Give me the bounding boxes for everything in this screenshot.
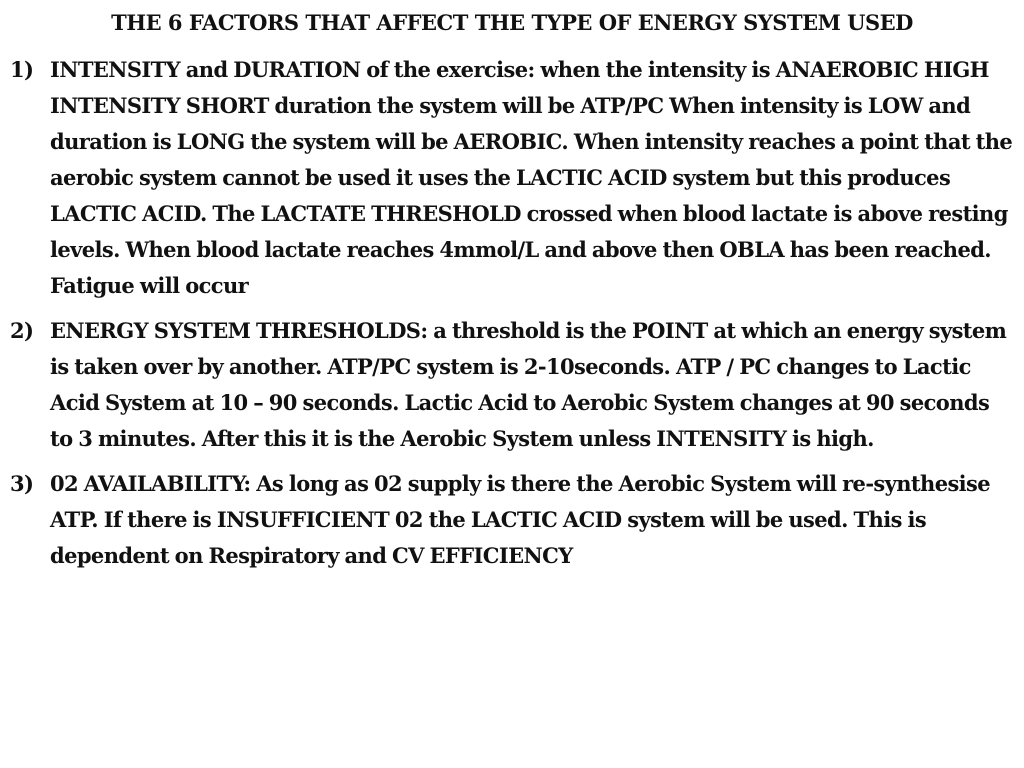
- factor-text: INTENSITY and DURATION of the exercise: when the intensity is ANAEROBIC HIGH INTENSITY SHORT duration the system will be ATP/PC When intensity is LOW and duration is LONG the system will be AEROBIC. When intensity reaches a point that the aerobic system cannot be used it uses the LACTIC ACID system but this produces LACTIC ACID. The LACTATE THRESHOLD crossed when blood lactate is above resting levels. When blood lactate reaches 4mmol/L and above then OBLA has been reached. Fatigue will occur: [50, 57, 1013, 298]
- slide-title: THE 6 FACTORS THAT AFFECT THE TYPE OF ENERGY SYSTEM USED: [111, 10, 913, 35]
- factor-item-intensity-duration: [10, 52, 1016, 304]
- factor-number: 1): [10, 57, 34, 82]
- factor-list: [10, 52, 1016, 583]
- factor-number: 2): [10, 318, 34, 343]
- factor-number: 3): [10, 471, 34, 496]
- factor-text: 02 AVAILABILITY: As long as 02 supply is there the Aerobic System will re-synthesise ATP. If there is INSUFFICIENT 02 the LACTIC ACID system will be used. This is dependent on Respiratory and CV EFFICIENCY: [50, 471, 991, 568]
- factor-item-o2-availability: [10, 466, 1016, 574]
- factor-item-energy-system-thresholds: [10, 313, 1016, 457]
- factor-text: ENERGY SYSTEM THRESHOLDS: a threshold is the POINT at which an energy system is taken over by another. ATP/PC system is 2-10seconds. ATP / PC changes to Lactic Acid System at 10 – 90 seconds. Lactic Acid to Aerobic System changes at 90 seconds to 3 minutes. After this it is the Aerobic System unless INTENSITY is high.: [50, 318, 1007, 451]
